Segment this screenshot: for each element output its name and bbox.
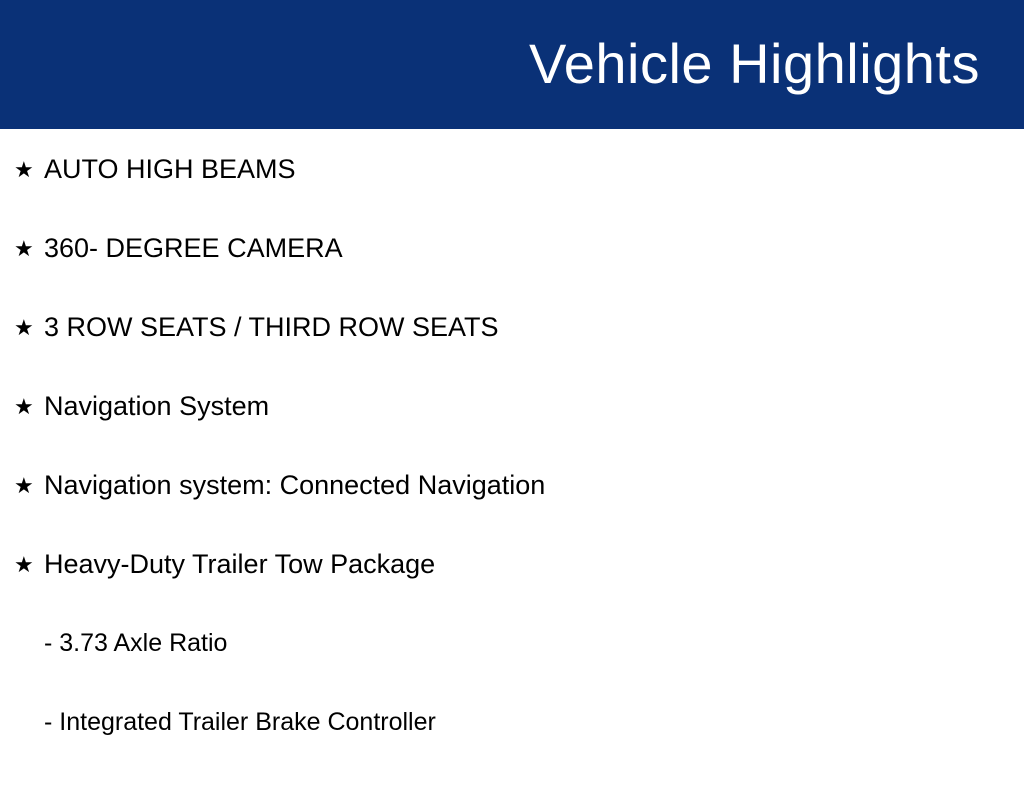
- list-sub-item: [0, 707, 1024, 786]
- slide-content: [0, 129, 1024, 786]
- list-sub-item-label: - Integrated Trailer Brake Controller: [44, 708, 436, 736]
- star-bullet-icon: ★: [14, 394, 34, 419]
- list-item: [0, 391, 1024, 470]
- list-item-label: AUTO HIGH BEAMS: [44, 154, 296, 184]
- star-bullet-icon: ★: [14, 473, 34, 498]
- list-item-label: Heavy-Duty Trailer Tow Package: [44, 549, 436, 579]
- star-bullet-icon: ★: [14, 315, 34, 340]
- list-sub-item: [0, 628, 1024, 707]
- vehicle-highlights-list: [0, 129, 1024, 786]
- star-bullet-icon: ★: [14, 236, 34, 261]
- slide-header: [0, 0, 1024, 129]
- star-bullet-icon: ★: [14, 157, 34, 182]
- page-title: Vehicle Highlights: [528, 32, 980, 96]
- list-sub-item-label: - 3.73 Axle Ratio: [44, 629, 228, 657]
- list-item: [0, 470, 1024, 549]
- star-bullet-icon: ★: [14, 552, 34, 577]
- list-item: [0, 312, 1024, 391]
- list-item: [0, 233, 1024, 312]
- list-item-label: Navigation System: [44, 391, 270, 421]
- list-item-label: Navigation system: Connected Navigation: [44, 470, 546, 500]
- list-item: [0, 129, 1024, 233]
- list-item-label: 360- DEGREE CAMERA: [44, 233, 343, 263]
- list-item: [0, 549, 1024, 628]
- list-item-label: 3 ROW SEATS / THIRD ROW SEATS: [44, 312, 499, 342]
